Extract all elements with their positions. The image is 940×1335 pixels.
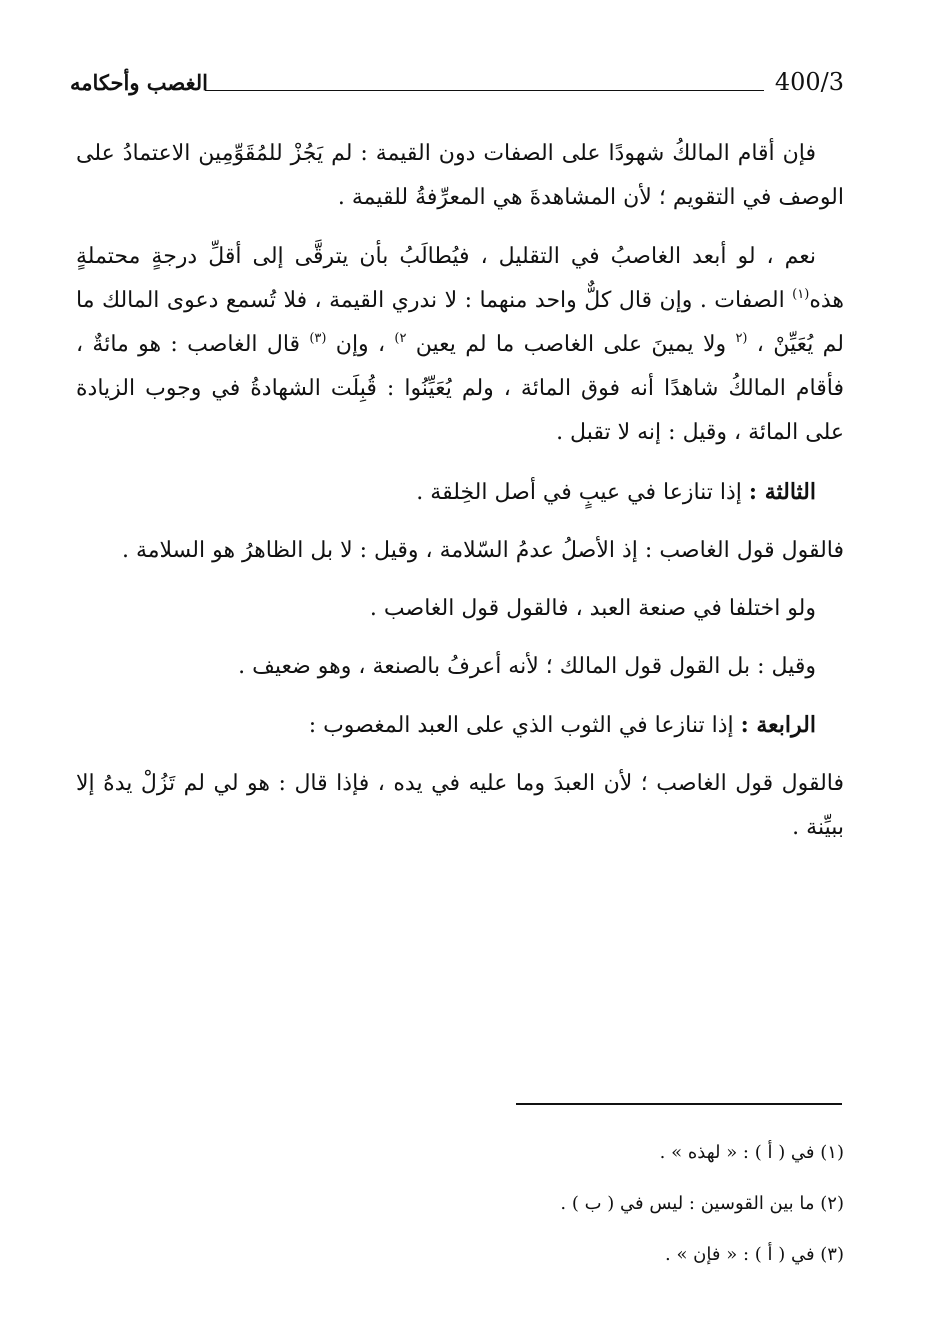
section-third-line-3: وقيل : بل القول قول المالك ؛ لأنه أعرفُ بالصنعة ، وهو ضعيف . xyxy=(238,654,816,679)
footnote-2: (٢) ما بين القوسين : ليس في ( ب ) . xyxy=(560,1193,844,1214)
book-title: الغصب وأحكامه xyxy=(70,70,208,95)
footnote-ref-3[interactable]: (٣) xyxy=(309,331,327,346)
section-third xyxy=(76,470,844,515)
section-third-line-2: ولو اختلفا في صنعة العبد ، فالقول قول الغاصب . xyxy=(369,596,816,621)
footnotes xyxy=(200,1138,844,1291)
paragraph-2 xyxy=(76,235,844,455)
header-rule xyxy=(205,90,764,91)
section-third-heading: الثالثة : xyxy=(748,479,816,505)
section-fourth-line-1: فالقول قول الغاصب ؛ لأن العبدَ وما عليه في يده ، فإذا قال : هو لي لم تَزُلْ يدهُ إلا ببيِّنة . xyxy=(76,771,844,840)
section-third-text: إذا تنازعا في عيبٍ في أصل الخِلقة . xyxy=(416,480,749,505)
paragraph-2-part-e: قال الغاصب : هو مائةٌ ، فأقام المالكُ شاهدًا أنه فوق المائة ، ولم يُعَيِّنُوا : قُبِلَت الشهادةُ في وجوب الزيادة على المائة ، وقيل : إنه لا تقبل . xyxy=(76,332,844,445)
main-text xyxy=(76,132,844,864)
footnote-1: (١) في ( أ ) : « لهذه » . xyxy=(659,1142,844,1163)
footnote-ref-2-close[interactable]: ٢) xyxy=(394,331,407,346)
footnote-3: (٣) في ( أ ) : « فإن » . xyxy=(665,1244,844,1265)
paragraph-2-part-c: ولا يمينَ على الغاصب ما لم يعين xyxy=(406,332,736,357)
running-header xyxy=(70,68,844,104)
paragraph-1: فإن أقام المالكُ شهودًا على الصفات دون القيمة : لم يَجُزْ للمُقَوِّمِين الاعتمادُ على الوصف في التقويم ؛ لأن المشاهدةَ هي المعرِّفةُ للقيمة . xyxy=(76,141,844,210)
page-number: 400/3 xyxy=(774,68,844,96)
section-fourth-heading: الرابعة : xyxy=(740,712,816,738)
paragraph-2-part-d: ، وإن xyxy=(326,332,395,357)
footnote-separator xyxy=(516,1103,842,1105)
section-third-line-1: فالقول قول الغاصب : إذ الأصلُ عدمُ السّلامة ، وقيل : لا بل الظاهرُ هو السلامة . xyxy=(121,538,844,563)
paragraph-2-part-b: الصفات . وإن قال كلٌّ واحد منهما : لا ندري القيمة ، فلا تُسمع دعوى المالك ما لم يُعَيِّنْ ، xyxy=(76,288,844,357)
footnote-ref-1[interactable]: (١) xyxy=(792,287,810,302)
section-fourth xyxy=(76,703,844,748)
footnote-ref-2-open[interactable]: (٢ xyxy=(735,331,748,346)
section-fourth-text: إذا تنازعا في الثوب الذي على العبد المغصوب : xyxy=(308,713,741,738)
paragraph-2-part-a: نعم ، لو أبعد الغاصبُ في التقليل ، فيُطالَبُ بأن يترقَّى إلى أقلِّ درجةٍ محتملةٍ هذه xyxy=(76,244,844,313)
